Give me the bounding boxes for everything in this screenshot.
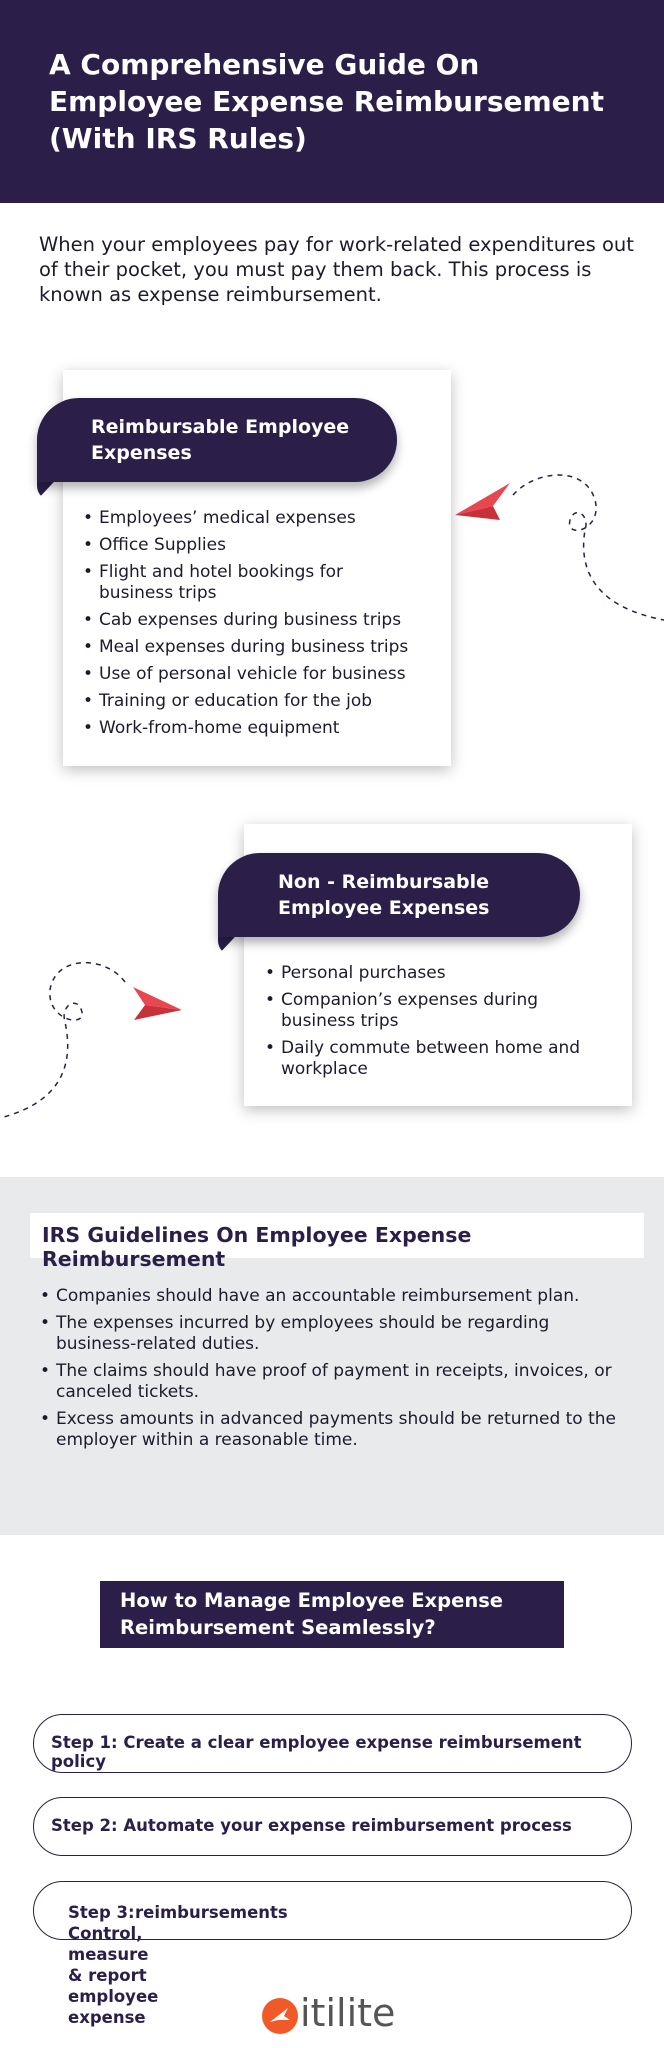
reimbursable-title-line-2: Expenses — [91, 442, 192, 464]
paper-plane-icon — [0, 960, 190, 1130]
list-item: • Companion’s expenses during business trips — [263, 990, 553, 1032]
list-item: • The claims should have proof of payment in receipts, invoices, or canceled tickets. — [38, 1361, 648, 1403]
title-line-3: (With IRS Rules) — [49, 122, 307, 155]
reimbursable-list — [81, 508, 441, 745]
manage-title-line-2: Reimbursement Seamlessly? — [120, 1616, 436, 1639]
step-1-text: Step 1: Create a clear employee expense reimbursement policy — [51, 1733, 582, 1771]
reimbursable-banner — [37, 398, 397, 482]
non-reimbursable-banner — [218, 853, 580, 937]
list-item: • Work-from-home equipment — [81, 718, 441, 739]
step-2-text: Step 2: Automate your expense reimbursement process — [51, 1816, 572, 1835]
title-line-1: A Comprehensive Guide On — [49, 48, 480, 81]
step-1-pill — [33, 1714, 632, 1773]
list-item: • Training or education for the job — [81, 691, 441, 712]
list-item: • Use of personal vehicle for business — [81, 664, 441, 685]
irs-list — [38, 1286, 648, 1457]
list-item: • Office Supplies — [81, 535, 441, 556]
list-item: • Flight and hotel bookings for business trips — [81, 562, 371, 604]
irs-title: IRS Guidelines On Employee Expense Reimbursement — [30, 1213, 644, 1258]
list-item: • The expenses incurred by employees should be regarding business-related duties. — [38, 1313, 578, 1355]
logo-text: itilite — [300, 1991, 396, 2035]
intro-text: When your employees pay for work-related expenditures out of their pocket, you must pay them back. This process is known as expense reimbursement. — [39, 233, 634, 306]
reimbursable-title-line-1: Reimbursable Employee — [91, 416, 350, 438]
header-banner — [0, 0, 664, 203]
step-3-line-2: reimbursements — [135, 1903, 288, 1922]
list-item: • Personal purchases — [263, 963, 623, 984]
non-reimbursable-title-line-1: Non - Reimbursable — [278, 871, 490, 893]
list-item: • Meal expenses during business trips — [81, 637, 441, 658]
page-title — [49, 46, 649, 157]
non-reimbursable-list — [263, 963, 623, 1086]
manage-heading — [100, 1581, 564, 1648]
list-item: • Companies should have an accountable reimbursement plan. — [38, 1286, 648, 1307]
non-reimbursable-title-line-2: Employee Expenses — [278, 897, 490, 919]
manage-title-line-1: How to Manage Employee Expense — [120, 1589, 504, 1612]
plane-logo-icon — [262, 1998, 298, 2034]
list-item: • Cab expenses during business trips — [81, 610, 441, 631]
list-item: • Daily commute between home and workplace — [263, 1038, 603, 1080]
step-3-line-1: Step 3: Control, measure & report employee expense — [68, 1903, 159, 2027]
list-item: • Excess amounts in advanced payments should be returned to the employer within a reasonable time. — [38, 1409, 628, 1451]
list-item: • Employees’ medical expenses — [81, 508, 441, 529]
step-2-pill — [33, 1797, 632, 1856]
paper-plane-icon — [455, 470, 664, 630]
title-line-2: Employee Expense Reimbursement — [49, 85, 604, 118]
